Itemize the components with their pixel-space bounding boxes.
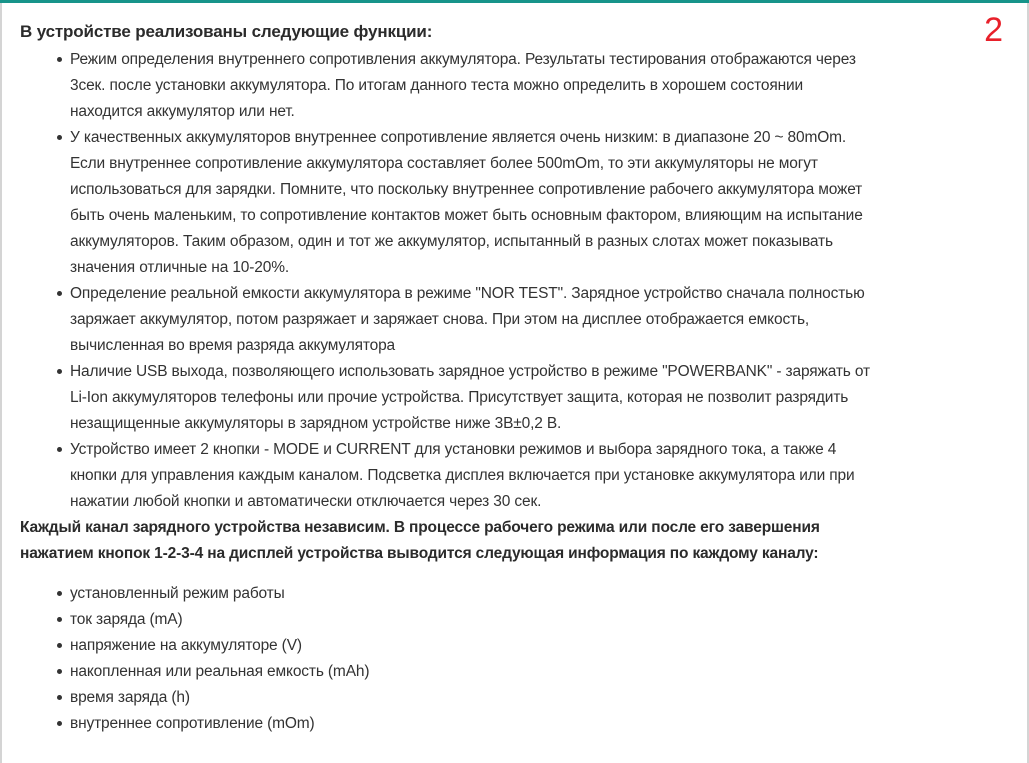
text-line: 3сек. после установки аккумулятора. По итогам данного теста можно определить в хорошем состоянии <box>70 77 804 94</box>
text-line: Наличие USB выхода, позволяющего использовать зарядное устройство в режиме "POWERBANK" - заряжать от <box>70 363 870 380</box>
text-line: Li-Ion аккумуляторов телефоны или прочие устройства. Присутствует защита, которая не позволит разрядить <box>70 389 849 406</box>
text-line: находится аккумулятор или нет. <box>70 103 295 120</box>
parameter-item: время заряда (h) <box>70 685 1010 711</box>
text-line: незащищенные аккумуляторы в зарядном устройстве ниже 3В±0,2 В. <box>70 415 562 432</box>
feature-item <box>70 359 1010 437</box>
parameter-item: установленный режим работы <box>70 581 1010 607</box>
text-line: заряжает аккумулятор, потом разряжает и заряжает снова. При этом на дисплее отображается емкость, <box>70 311 810 328</box>
feature-item <box>70 47 1010 125</box>
parameter-item: внутреннее сопротивление (mOm) <box>70 711 1010 737</box>
channel-note <box>20 515 1010 567</box>
features-list <box>20 47 1010 515</box>
text-line: Режим определения внутреннего сопротивления аккумулятора. Результаты тестирования отображаются через <box>70 51 856 68</box>
text-line: У качественных аккумуляторов внутреннее сопротивление является очень низким: в диапазоне 20 ~ 80mOm. <box>70 129 847 146</box>
text-line: Определение реальной емкости аккумулятора в режиме "NOR TEST". Зарядное устройство сначала полностью <box>70 285 865 302</box>
document-content <box>20 17 1010 737</box>
text-line: быть очень маленьким, то сопротивление контактов может быть основным фактором, влияющим на испытание <box>70 207 863 224</box>
text-line: вычисленная во время разряда аккумулятора <box>70 337 396 354</box>
text-line: использоваться для зарядки. Помните, что поскольку внутреннее сопротивление рабочего аккумулятора может <box>70 181 863 198</box>
feature-item <box>70 281 1010 359</box>
feature-item <box>70 125 1010 281</box>
text-line: нажатии любой кнопки и автоматически отключается через 30 сек. <box>70 493 542 510</box>
feature-item <box>70 437 1010 515</box>
text-line: Каждый канал зарядного устройства независим. В процессе рабочего режима или после его завершения <box>20 519 820 536</box>
text-line: нажатием кнопок 1-2-3-4 на дисплей устройства выводится следующая информация по каждому каналу: <box>20 545 819 562</box>
parameter-item: накопленная или реальная емкость (mAh) <box>70 659 1010 685</box>
text-line: Устройство имеет 2 кнопки - MODE и CURRENT для установки режимов и выбора зарядного тока, а также 4 <box>70 441 837 458</box>
text-line: Если внутреннее сопротивление аккумулятора составляет более 500mOm, то эти аккумуляторы не могут <box>70 155 818 172</box>
text-line: кнопки для управления каждым каналом. Подсветка дисплея включается при установке аккумулятора или при <box>70 467 855 484</box>
page-number: 2 <box>984 11 1003 49</box>
text-line: аккумуляторов. Таким образом, один и тот же аккумулятор, испытанный в разных слотах может показывать <box>70 233 833 250</box>
parameters-list <box>20 581 1010 737</box>
features-heading: В устройстве реализованы следующие функции: <box>20 22 433 41</box>
text-line: значения отличные на 10-20%. <box>70 259 290 276</box>
parameter-item: ток заряда (mA) <box>70 607 1010 633</box>
parameter-item: напряжение на аккумуляторе (V) <box>70 633 1010 659</box>
